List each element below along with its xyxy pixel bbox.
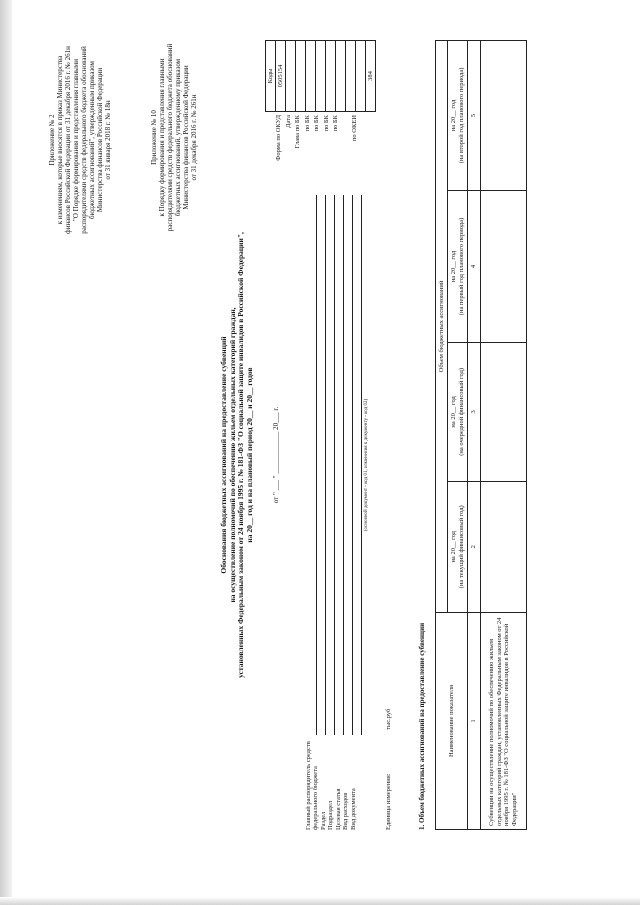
field-underline <box>361 195 362 735</box>
field-label: Главный распорядитель средств <box>305 741 312 830</box>
scan-edge-bottom <box>0 897 640 905</box>
table-row-label: Субвенции на осуществление полномочий по обеспечению жильем отдельных категорий граждан, установленных Федеральным законом от 24 ноября 1995 г. № 181-ФЗ "О социальной защите инвалидов в Российской Федерации" <box>480 613 526 830</box>
appendix-10-line: бюджетных ассигнований, утвержденному приказом <box>174 58 183 217</box>
bk-label: по БК <box>332 115 339 132</box>
appendix-2-line: от 31 января 2018 г. № 18н <box>104 100 113 180</box>
field-underline <box>316 195 317 735</box>
col-number: 2 <box>468 481 480 612</box>
okei-value: 384 <box>366 41 376 112</box>
bk-value <box>306 41 316 112</box>
heading-line: на 20__ год и на плановый период 20__ и 20__ годов <box>244 367 254 543</box>
year-col-header: на 20__ год (на второй год планового периода) <box>448 41 468 191</box>
appendix-10-line: от 31 декабря 2016 г. № 261н <box>190 94 199 181</box>
document-heading <box>220 205 255 705</box>
heading-line: установленных Федеральным законом от 24 ноября 1995 г. № 181-ФЗ "О социальной защите инвалидов в Российской Федерации", <box>236 232 246 678</box>
bk-value <box>326 41 336 112</box>
field-label: федерального бюджета <box>312 766 320 830</box>
bk-value <box>336 41 346 112</box>
appendix-2-line: "О Порядке формирования и представления главными <box>72 59 81 221</box>
appendix-10-block <box>150 15 198 260</box>
okei-label: по ОКЕИ <box>351 115 358 142</box>
blank-value <box>356 41 366 112</box>
appendix-10-title: Приложение № 10 <box>150 110 158 165</box>
bk-label: по БК <box>322 115 330 132</box>
scan-edge <box>0 0 12 905</box>
year-col-header: на 20__ год (на первый год планового периода) <box>448 190 468 342</box>
codes-table <box>265 40 376 112</box>
appendix-2-line: Министерства финансов Российской Федерации <box>96 67 105 213</box>
year-col-header: на 20__ год (на очередной финансовый год) <box>448 343 468 481</box>
field-label: Вид документа <box>349 788 357 830</box>
field-label: Раздел <box>319 811 327 830</box>
col-number: 4 <box>468 190 480 342</box>
appendix-2-title: Приложение № 2 <box>48 114 56 166</box>
date-value <box>286 41 296 112</box>
group-header: Объем бюджетных ассигнований <box>436 41 448 613</box>
col-number: 3 <box>468 343 480 481</box>
bk-label: по БК <box>303 115 311 132</box>
appendix-2-line: финансов Российской Федерации от 31 декабря 2016 г. № 261н <box>64 46 73 234</box>
okud-value: 0505154 <box>276 41 286 112</box>
unit-value: тыс.руб <box>385 708 392 730</box>
okud-label: Форма по ОКУД <box>275 115 282 161</box>
table-cell <box>480 481 526 612</box>
table-cell <box>480 343 526 481</box>
field-underline <box>352 195 353 735</box>
document-type-hint: (основной документ - код 01, изменения к документу - код 02) <box>364 398 369 532</box>
field-underline <box>325 195 326 735</box>
table-cell <box>480 190 526 342</box>
field-label: Вид расходов <box>342 792 350 830</box>
appendix-10-line: распорядителями средств федерального бюджета обоснований <box>166 43 175 232</box>
heading-line: Обоснования бюджетных ассигнований на предоставление субвенций <box>219 336 228 574</box>
codes-header: Коды <box>266 41 276 112</box>
table-cell <box>480 41 526 191</box>
col-number: 5 <box>468 41 480 191</box>
unit-label: Единица измерения: <box>385 773 392 830</box>
appendix-2-line: бюджетных ассигнований", утвержденным приказом <box>88 61 97 219</box>
budget-table <box>435 40 527 830</box>
document-date-line: от " ___ " ____________ 20___ г. <box>272 406 280 504</box>
date-label: Дата <box>284 115 292 128</box>
field-underline <box>334 195 335 735</box>
bk-label: по БК <box>313 115 320 132</box>
appendix-2-line: распорядителями средств федерального бюджета обоснований <box>80 46 89 234</box>
rotated-document-page <box>40 5 600 885</box>
col-number: 1 <box>468 613 480 830</box>
col-name-header: Наименование показателя <box>436 613 468 830</box>
bk-label: Глава по БК <box>294 115 301 149</box>
bk-value <box>296 41 306 112</box>
appendix-2-line: к изменениям, которые вносятся в приказ Министерства <box>56 55 65 225</box>
bk-value <box>346 41 356 112</box>
field-label: Подраздел <box>327 800 335 830</box>
year-col-header: на 20__ год (на текущий финансовый год) <box>448 481 468 612</box>
appendix-10-line: Министерства финансов Российской Федерации <box>182 65 191 210</box>
appendix-10-line: к Порядку формирования и представления главными <box>158 58 167 217</box>
field-label: Целевая статья <box>334 788 342 830</box>
bk-value <box>316 41 326 112</box>
heading-line: на осуществление полномочий по обеспечению жильем отдельных категорий граждан, <box>227 307 237 603</box>
appendix-2-block <box>48 15 112 265</box>
field-underline <box>343 195 344 735</box>
section-1-title: 1. Объем бюджетных ассигнований на предоставление субвенции <box>418 622 426 830</box>
codes-labels <box>275 115 361 185</box>
field-labels <box>305 710 357 830</box>
